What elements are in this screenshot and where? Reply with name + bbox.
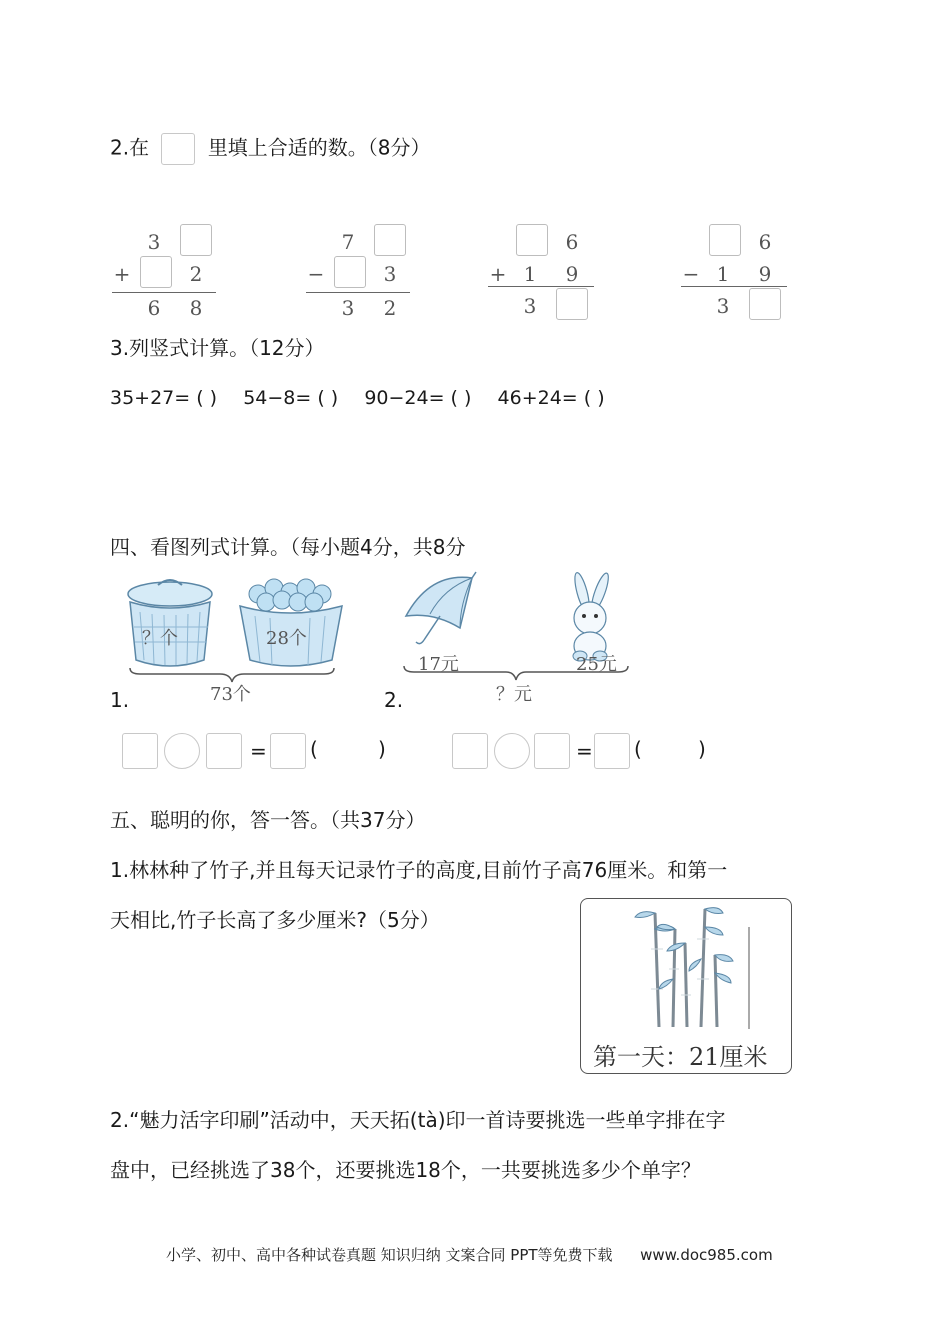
blank-box[interactable] [556,288,588,320]
basket-right-label: 28个 [266,628,307,649]
sum-line [112,292,216,293]
footer [166,1244,773,1265]
blank-box[interactable] [516,224,548,256]
bunny-price: 25元 [576,654,617,675]
s5-q1-line1: 1.林林种了竹子,并且每天记录竹子的高度,目前竹子高76厘米。和第一 [110,858,728,882]
paren-close: ) [698,737,706,761]
vertical-problem-1 [110,222,220,322]
q3-title: 3.列竖式计算。（12分） [110,336,325,360]
s5-q2-line1: 2.“魅力活字印刷”活动中，天天拓(tà)印一首诗要挑选一些单字排在字 [110,1108,726,1132]
operator-circle[interactable] [164,733,200,769]
digit: 8 [189,296,203,320]
s5-q1-line2: 天相比,竹子长高了多少厘米?（5分） [110,908,440,932]
digit: 3 [523,294,537,318]
sum-line [488,286,594,287]
digit: 9 [758,262,772,286]
q2-prefix: 2.在 [110,135,150,160]
answer-box[interactable] [452,733,488,769]
vertical-problem-3 [486,222,598,322]
p1-number: 1. [110,688,130,712]
blank-box[interactable] [140,256,172,288]
blank-box[interactable] [374,224,406,256]
answer-box[interactable] [206,733,242,769]
operator: + [489,262,507,286]
digit: 6 [758,230,772,254]
q3-item-4: 46+24= ( ) [497,387,605,409]
paren-close: ) [378,737,386,761]
picture-baskets [110,572,350,704]
answer-row-1 [122,733,402,773]
digit: 3 [383,262,397,286]
p2-number: 2. [384,688,404,712]
answer-row-2 [452,733,732,773]
basket-left-label: ？个 [142,628,178,649]
answer-box[interactable] [534,733,570,769]
digit: 3 [716,294,730,318]
equals-sign: = [250,739,267,763]
q2-sample-box [161,133,195,165]
section5-title: 五、聪明的你，答一答。（共37分） [110,808,426,832]
digit: 2 [383,296,397,320]
q3-item-3: 90−24= ( ) [364,387,472,409]
answer-box[interactable] [270,733,306,769]
vertical-problem-2 [304,222,414,322]
footer-url[interactable]: www.doc985.com [640,1246,773,1264]
operator: − [307,262,325,286]
q3-item-1: 35+27= ( ) [110,387,218,409]
digit: 3 [147,230,161,254]
sum-line [681,286,787,287]
s5-q2-line2: 盘中，已经挑选了38个，还要挑选18个，一共要挑选多少个单字？ [110,1158,701,1182]
umbrella-price: 17元 [418,654,459,675]
q3-items [110,384,605,412]
basket-total-label: 73个 [210,684,251,705]
blank-box[interactable] [749,288,781,320]
operator: − [682,262,700,286]
q2-suffix: 里填上合适的数。（8分） [207,135,431,160]
answer-box[interactable] [122,733,158,769]
answer-box[interactable] [594,733,630,769]
digit: 3 [341,296,355,320]
digit: 9 [565,262,579,286]
digit: 1 [716,262,730,286]
footer-text: 小学、初中、高中各种试卷真题 知识归纳 文案合同 PPT等免费下载 [166,1246,613,1264]
q2-header [110,133,431,165]
blank-box[interactable] [709,224,741,256]
blank-box[interactable] [334,256,366,288]
bamboo-illustration [581,899,791,1031]
digit: 2 [189,262,203,286]
digit: 1 [523,262,537,286]
sum-line [306,292,410,293]
paren-open: ( [634,737,642,761]
blank-box[interactable] [180,224,212,256]
operator-circle[interactable] [494,733,530,769]
q3-item-2: 54−8= ( ) [243,387,339,409]
bamboo-picture [580,898,792,1074]
digit: 6 [565,230,579,254]
digit: 6 [147,296,161,320]
picture-umbrella-bunny [400,568,632,706]
total-price: ？元 [496,684,532,705]
digit: 7 [341,230,355,254]
equals-sign: = [576,739,593,763]
vertical-problem-4 [679,222,791,322]
paren-open: ( [310,737,318,761]
operator: + [113,262,131,286]
bamboo-caption: 第一天：21厘米 [593,1043,768,1071]
section4-title: 四、看图列式计算。（每小题4分，共8分 [110,535,466,559]
